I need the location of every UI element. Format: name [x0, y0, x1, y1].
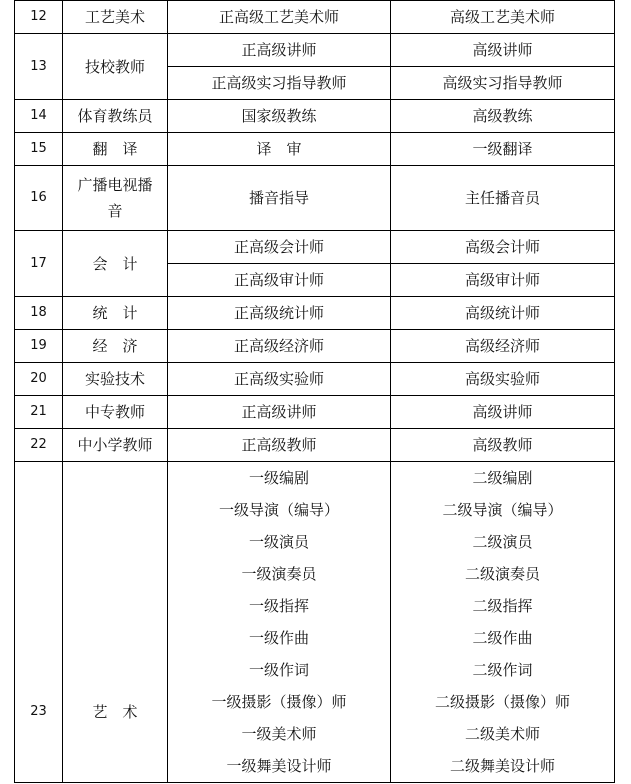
senior-title: 正高级经济师 [168, 330, 391, 363]
series-name: 实验技术 [63, 363, 168, 396]
senior-title: 正高级实验师 [168, 363, 391, 396]
table-row [15, 100, 615, 133]
senior-title: 正高级工艺美术师 [168, 1, 391, 34]
row-number: 18 [15, 297, 63, 330]
senior-title: 正高级审计师 [168, 264, 391, 297]
vice-senior-title: 高级实验师 [391, 363, 615, 396]
senior-title: 正高级讲师 [168, 396, 391, 429]
senior-title: 一级摄影（摄像）师 [211, 693, 347, 711]
table-row [15, 330, 615, 363]
vice-senior-title: 二级作曲 [472, 629, 533, 647]
row-number: 16 [15, 166, 63, 231]
vice-senior-title-list [391, 462, 615, 783]
vice-senior-title: 二级舞美设计师 [449, 757, 555, 775]
series-name: 经 济 [63, 330, 168, 363]
senior-title: 一级演员 [248, 533, 309, 551]
series-name: 工艺美术 [63, 1, 168, 34]
series-name: 统 计 [63, 297, 168, 330]
vice-senior-title: 二级摄影（摄像）师 [434, 693, 570, 711]
table-row [15, 133, 615, 166]
row-number: 12 [15, 1, 63, 34]
senior-title: 一级作词 [248, 661, 309, 679]
vice-senior-title: 高级会计师 [391, 231, 615, 264]
series-name: 中小学教师 [63, 429, 168, 462]
vice-senior-title: 主任播音员 [391, 166, 615, 231]
vice-senior-title: 高级审计师 [391, 264, 615, 297]
row-number: 14 [15, 100, 63, 133]
vice-senior-title: 高级实习指导教师 [391, 67, 615, 100]
table-row [15, 34, 615, 67]
vice-senior-title: 二级导演（编导） [442, 501, 563, 519]
series-name: 广播电视播音 [63, 166, 168, 231]
table-row [15, 396, 615, 429]
row-number: 19 [15, 330, 63, 363]
senior-title: 一级作曲 [248, 629, 309, 647]
vice-senior-title: 高级统计师 [391, 297, 615, 330]
senior-title: 国家级教练 [168, 100, 391, 133]
series-name: 中专教师 [63, 396, 168, 429]
row-number: 20 [15, 363, 63, 396]
series-name: 体育教练员 [63, 100, 168, 133]
row-number: 17 [15, 231, 63, 297]
table-row [15, 1, 615, 34]
table-row [15, 462, 615, 783]
row-number: 13 [15, 34, 63, 100]
table-row [15, 297, 615, 330]
senior-title: 正高级讲师 [168, 34, 391, 67]
row-number: 22 [15, 429, 63, 462]
vice-senior-title: 二级作词 [472, 661, 533, 679]
series-name: 艺 术 [63, 462, 168, 783]
table-row [15, 231, 615, 264]
senior-title: 正高级统计师 [168, 297, 391, 330]
vice-senior-title: 高级讲师 [391, 396, 615, 429]
senior-title: 一级指挥 [248, 597, 309, 615]
senior-title: 正高级教师 [168, 429, 391, 462]
vice-senior-title: 二级编剧 [472, 469, 533, 487]
senior-title: 一级舞美设计师 [226, 757, 332, 775]
series-name: 会 计 [63, 231, 168, 297]
row-number: 21 [15, 396, 63, 429]
table-row [15, 363, 615, 396]
vice-senior-title: 高级工艺美术师 [391, 1, 615, 34]
senior-title: 正高级会计师 [168, 231, 391, 264]
vice-senior-title: 高级讲师 [391, 34, 615, 67]
table-row [15, 166, 615, 231]
senior-title: 一级编剧 [248, 469, 309, 487]
senior-title: 正高级实习指导教师 [168, 67, 391, 100]
row-number: 23 [15, 462, 63, 783]
title-table [14, 0, 615, 783]
vice-senior-title: 高级教师 [391, 429, 615, 462]
vice-senior-title: 一级翻译 [391, 133, 615, 166]
senior-title: 一级美术师 [241, 725, 317, 743]
series-name: 翻 译 [63, 133, 168, 166]
row-number: 15 [15, 133, 63, 166]
senior-title: 译 审 [168, 133, 391, 166]
senior-title: 播音指导 [168, 166, 391, 231]
series-name: 技校教师 [63, 34, 168, 100]
senior-title-list [168, 462, 391, 783]
vice-senior-title: 二级指挥 [472, 597, 533, 615]
senior-title: 一级导演（编导） [218, 501, 339, 519]
vice-senior-title: 二级演员 [472, 533, 533, 551]
table-row [15, 429, 615, 462]
senior-title: 一级演奏员 [241, 565, 317, 583]
vice-senior-title: 二级美术师 [464, 725, 540, 743]
vice-senior-title: 高级教练 [391, 100, 615, 133]
vice-senior-title: 二级演奏员 [464, 565, 540, 583]
vice-senior-title: 高级经济师 [391, 330, 615, 363]
